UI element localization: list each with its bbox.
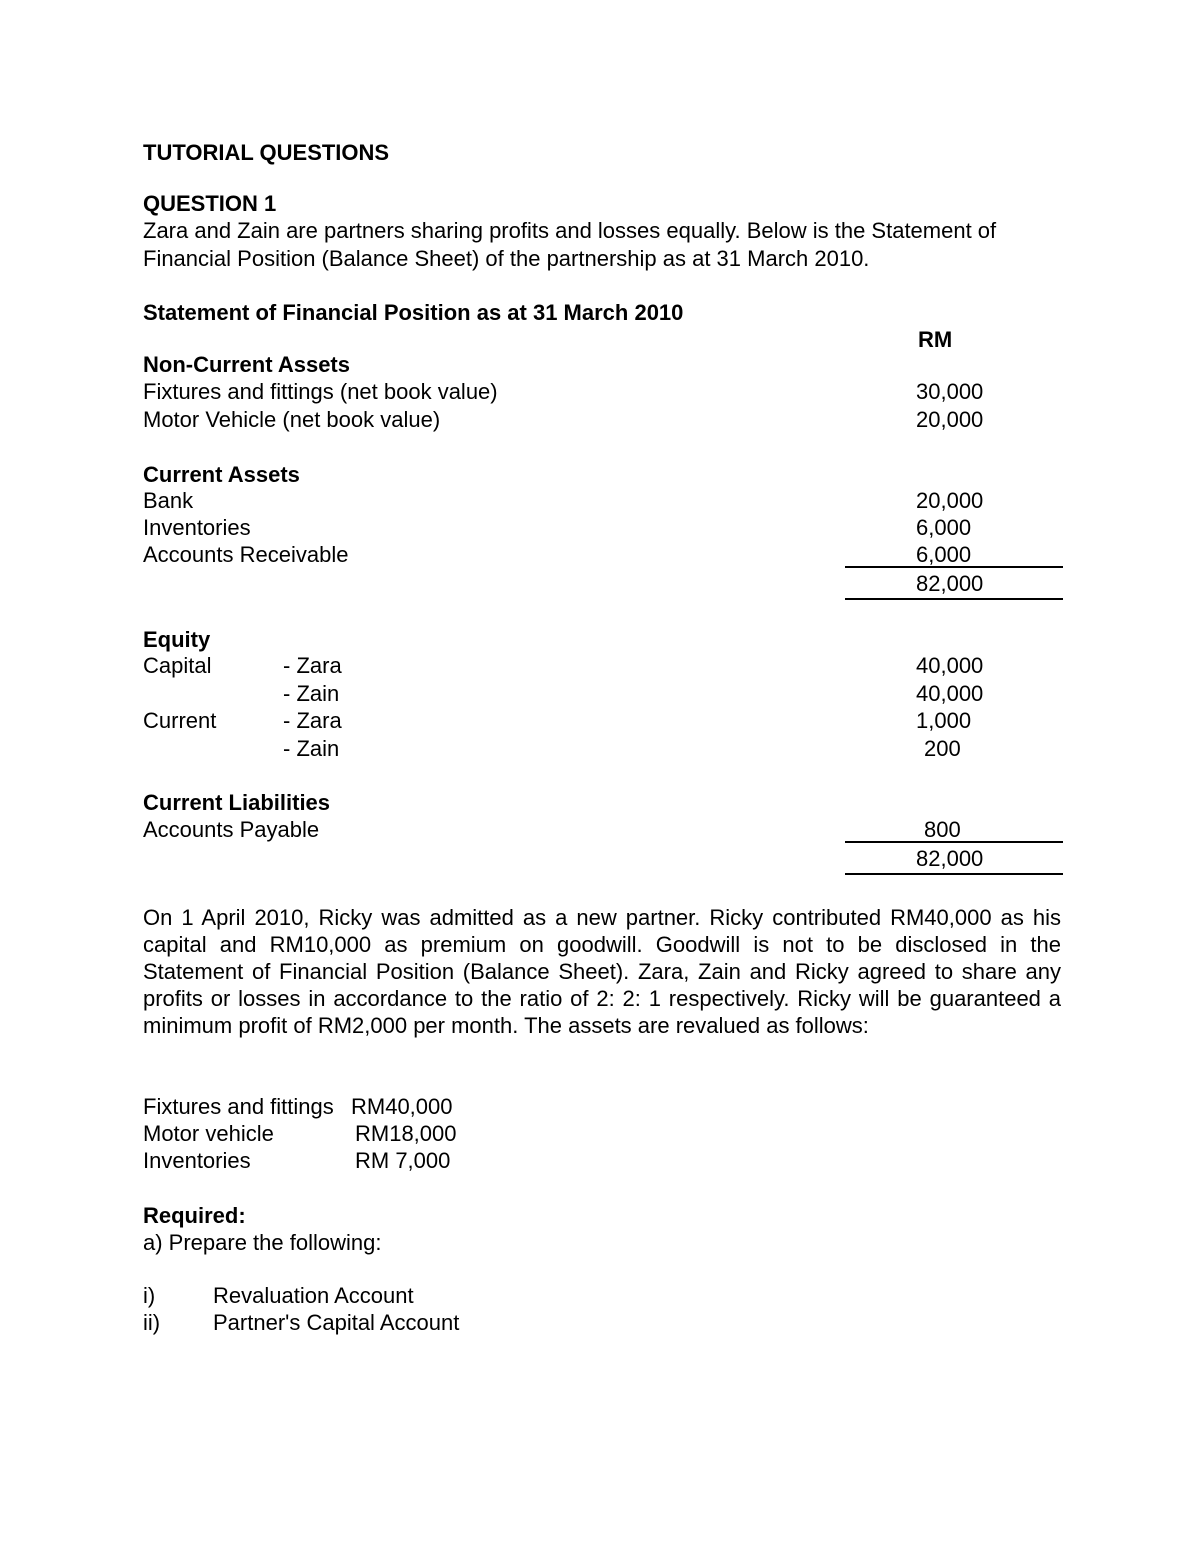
payable-value: 800 [924, 817, 961, 842]
reval-fixtures-label: Fixtures and fittings [143, 1094, 334, 1119]
capital-zara-value: 40,000 [916, 653, 984, 678]
capital-label: Capital [143, 653, 212, 678]
admission-paragraph: On 1 April 2010, Ricky was admitted as a new partner. Ricky contributed RM40,000 as his capital and RM10,000 as premium on goodwill. Goodwill is not to be disclosed in the Statement of Financial Position (Balance Sheet). Zara, Zain and Ricky agreed to share any profits or losses in accordance to the ratio of 2: 2: 1 respectively. Ricky will be guaranteed a minimum profit of RM2,000 per month. The assets are revalued as follows: [143, 905, 1061, 1038]
inventories-value: 6,000 [916, 515, 972, 540]
capital-zain-label: - Zain [283, 681, 340, 706]
current-label: Current [143, 708, 217, 733]
fixtures-value: 30,000 [916, 379, 984, 404]
reval-fixtures-value: RM40,000 [351, 1094, 453, 1119]
motor-vehicle-label: Motor Vehicle (net book value) [143, 407, 441, 432]
inventories-label: Inventories [143, 515, 251, 540]
assets-total: 82,000 [916, 571, 984, 596]
receivable-label: Accounts Receivable [143, 542, 349, 567]
question-label: QUESTION 1 [143, 191, 277, 216]
bank-label: Bank [143, 488, 194, 513]
statement-title: Statement of Financial Position as at 31 March 2010 [143, 300, 684, 325]
current-zain-label: - Zain [283, 736, 340, 761]
subtotal-rule-2 [845, 841, 1063, 843]
payable-label: Accounts Payable [143, 817, 320, 842]
intro-line-1: Zara and Zain are partners sharing profits and losses equally. Below is the Statement of [143, 218, 997, 243]
bank-value: 20,000 [916, 488, 984, 513]
current-zara-value: 1,000 [916, 708, 972, 733]
subtotal-rule [845, 566, 1063, 568]
total-rule [845, 598, 1063, 600]
current-zara-label: - Zara [283, 708, 342, 733]
current-assets-heading: Current Assets [143, 462, 300, 487]
current-liabilities-heading: Current Liabilities [143, 790, 331, 815]
receivable-value: 6,000 [916, 542, 972, 567]
task-number: i) [143, 1283, 156, 1308]
reval-motor-label: Motor vehicle [143, 1121, 274, 1146]
current-zain-value: 200 [924, 736, 961, 761]
equity-total: 82,000 [916, 846, 984, 871]
required-heading: Required: [143, 1203, 246, 1228]
currency-header: RM [918, 327, 953, 352]
reval-motor-value: RM18,000 [355, 1121, 457, 1146]
non-current-assets-heading: Non-Current Assets [143, 352, 350, 377]
task-number: ii) [143, 1310, 161, 1335]
task-label: Partner's Capital Account [213, 1310, 460, 1335]
total-rule-2 [845, 873, 1063, 875]
equity-heading: Equity [143, 627, 211, 652]
capital-zara-label: - Zara [283, 653, 342, 678]
fixtures-label: Fixtures and fittings (net book value) [143, 379, 498, 404]
motor-vehicle-value: 20,000 [916, 407, 984, 432]
intro-line-2: Financial Position (Balance Sheet) of the partnership as at 31 March 2010. [143, 246, 870, 271]
page-title: TUTORIAL QUESTIONS [143, 140, 390, 165]
reval-inventories-label: Inventories [143, 1148, 251, 1173]
required-intro: a) Prepare the following: [143, 1230, 382, 1255]
capital-zain-value: 40,000 [916, 681, 984, 706]
reval-inventories-value: RM 7,000 [355, 1148, 451, 1173]
task-label: Revaluation Account [213, 1283, 414, 1308]
